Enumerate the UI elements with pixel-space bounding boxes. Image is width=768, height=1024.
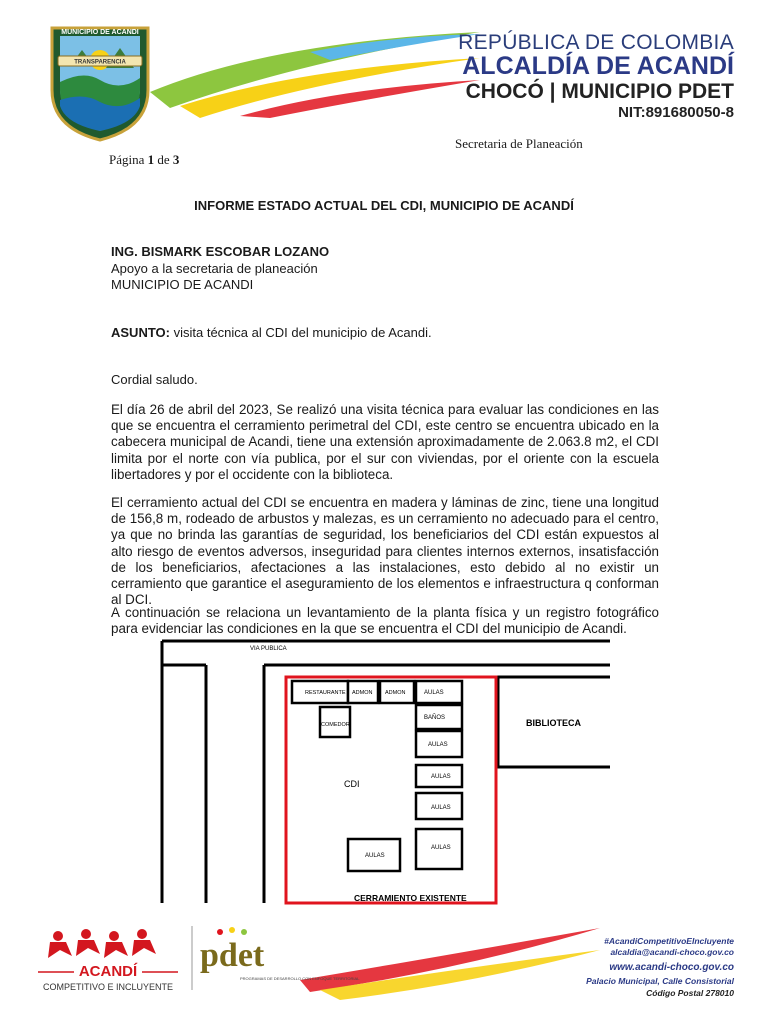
plan-label-aulas-2: AULAS [428, 742, 448, 748]
seal-ribbon: TRANSPARENCIA [74, 59, 126, 66]
seal-title: MUNICIPIO DE ACANDI [61, 29, 139, 36]
plan-label-restaurante: RESTAURANTE [305, 690, 346, 696]
paragraph-3: A continuación se relaciona un levantamiento de la planta física y un registro fotográfico para evidenciar las condiciones en la que se encuentra el CDI del municipio de Acandi. [111, 605, 659, 637]
page-current: 1 [147, 152, 155, 167]
department-name: Secretaria de Planeación [455, 136, 583, 151]
pdet-logo-caption: PROGRAMAS DE DESARROLLO CON ENFOQUE TERRITORIAL [240, 976, 360, 981]
footer-hashtag: #AcandiCompetitivoEIncluyente [604, 936, 734, 946]
header-swoosh [150, 22, 480, 118]
plan-label-biblioteca: BIBLIOTECA [526, 718, 581, 728]
header-alcaldia: ALCALDÍA DE ACANDÍ [462, 52, 734, 80]
acandi-logo-slogan: COMPETITIVO E INCLUYENTE [42, 982, 174, 992]
subject-label: ASUNTO: [111, 325, 170, 340]
pdet-logo [190, 922, 360, 994]
plan-label-aulas-4: AULAS [431, 805, 451, 811]
plan-label-aulas-top: AULAS [424, 690, 444, 696]
floor-plan [158, 637, 610, 907]
subject-text: visita técnica al CDI del municipio de Acandi. [173, 325, 432, 340]
plan-label-via-publica: VIA PUBLICA [250, 646, 287, 652]
paragraph-2: El cerramiento actual del CDI se encuentra en madera y láminas de zinc, tiene una longitud de 156,8 m, rodeado de arbustos y malezas, es un cerramiento no adecuado para el centro, ya que no brinda las garantías de seguridad, los beneficiarios del CDI están expuestos al alto riesgo de eventos adversos, inseguridad para clientes internos externos, insatisfacción de los beneficiarios, afectaciones a las instalaciones, esto debido al no existir un cerramiento que garantice el aseguramiento de los elementos e infraestructura q conforman al DCI. [111, 495, 659, 608]
acandi-logo [34, 926, 182, 996]
plan-label-cdi: CDI [344, 779, 360, 789]
greeting: Cordial saludo. [111, 372, 198, 387]
author-name: ING. BISMARK ESCOBAR LOZANO [111, 244, 330, 259]
pdet-logo-word: pdet [200, 937, 265, 974]
plan-label-admon-1: ADMON [352, 690, 373, 696]
footer-email[interactable]: alcaldia@acandi-choco.gov.co [610, 947, 734, 957]
plan-label-aulas-5: AULAS [431, 845, 451, 851]
page-total: 3 [172, 152, 180, 167]
header-republic: REPÚBLICA DE COLOMBIA [458, 31, 734, 54]
plan-label-comedor: COMEDOR [321, 722, 350, 728]
header-choco-pdet: CHOCÓ | MUNICIPIO PDET [465, 80, 734, 103]
author-role: Apoyo a la secretaria de planeación [111, 261, 318, 276]
footer-website[interactable]: www.acandi-choco.gov.co [609, 962, 734, 973]
acandi-logo-word: ACANDÍ [78, 963, 138, 980]
footer-swoosh [300, 920, 600, 1000]
paragraph-1: El día 26 de abril del 2023, Se realizó una visita técnica para evaluar las condiciones en las que se encuentra el cerramiento perimetral del CDI, este centro se encuentra ubicado en la cabecera municipal de Acandi, tiene una extensión aproximadamente de 2.063.8 m2, el CDI limita por el norte con vía publica, por el sur con viviendas, por el oriente con la escuela libertadores y por el occidente con la biblioteca. [111, 402, 659, 482]
footer-postal-code: Código Postal 278010 [646, 988, 734, 998]
footer-address: Palacio Municipal, Calle Consistorial [586, 976, 734, 986]
page-word: Página [109, 152, 145, 167]
plan-label-aulas-bottom: AULAS [365, 853, 385, 859]
municipality-seal [44, 20, 156, 142]
subject-line [111, 325, 432, 340]
header-nit: NIT:891680050-8 [618, 104, 734, 121]
plan-label-admon-2: ADMON [385, 690, 406, 696]
plan-label-cerramiento: CERRAMIENTO EXISTENTE [354, 893, 467, 903]
author-org: MUNICIPIO DE ACANDI [111, 277, 254, 292]
page-of: de [157, 152, 170, 167]
document-title: INFORME ESTADO ACTUAL DEL CDI, MUNICIPIO DE ACANDÍ [194, 198, 574, 213]
page-number [109, 152, 179, 168]
plan-label-aulas-3: AULAS [431, 774, 451, 780]
plan-label-banos: BAÑOS [424, 715, 446, 721]
